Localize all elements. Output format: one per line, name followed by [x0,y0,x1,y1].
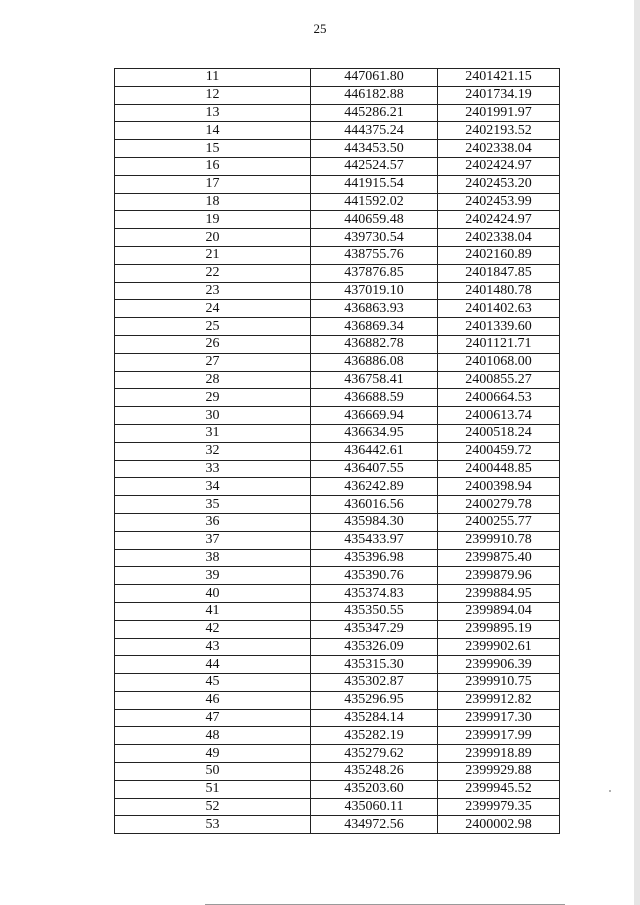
page-edge-shadow [634,0,640,905]
table-row [115,602,560,620]
y-coordinate-cell: 2399979.35 [438,798,560,816]
point-number-cell: 40 [115,585,311,603]
x-coordinate-cell: 436688.59 [311,389,438,407]
y-coordinate-cell: 2400002.98 [438,816,560,834]
y-coordinate-cell: 2399910.75 [438,674,560,692]
point-number-cell: 28 [115,371,311,389]
x-coordinate-cell: 435396.98 [311,549,438,567]
y-coordinate-cell: 2402424.97 [438,211,560,229]
table-row [115,585,560,603]
point-number-cell: 51 [115,780,311,798]
point-number-cell: 35 [115,496,311,514]
point-number-cell: 39 [115,567,311,585]
y-coordinate-cell: 2402424.97 [438,157,560,175]
x-coordinate-cell: 436869.34 [311,318,438,336]
table-row [115,691,560,709]
y-coordinate-cell: 2399945.52 [438,780,560,798]
y-coordinate-cell: 2402453.20 [438,175,560,193]
x-coordinate-cell: 436442.61 [311,442,438,460]
x-coordinate-cell: 435350.55 [311,602,438,620]
table-row [115,727,560,745]
y-coordinate-cell: 2402160.89 [438,246,560,264]
x-coordinate-cell: 442524.57 [311,157,438,175]
x-coordinate-cell: 436758.41 [311,371,438,389]
x-coordinate-cell: 436242.89 [311,478,438,496]
point-number-cell: 36 [115,513,311,531]
point-number-cell: 48 [115,727,311,745]
table-row [115,407,560,425]
table-row [115,353,560,371]
table-row [115,798,560,816]
point-number-cell: 26 [115,335,311,353]
point-number-cell: 21 [115,246,311,264]
x-coordinate-cell: 435060.11 [311,798,438,816]
table-row [115,763,560,781]
x-coordinate-cell: 438755.76 [311,246,438,264]
table-row [115,620,560,638]
point-number-cell: 24 [115,300,311,318]
table-row [115,318,560,336]
point-number-cell: 30 [115,407,311,425]
point-number-cell: 53 [115,816,311,834]
point-number-cell: 52 [115,798,311,816]
point-number-cell: 11 [115,69,311,87]
table-row [115,300,560,318]
table-row [115,780,560,798]
table-row [115,424,560,442]
y-coordinate-cell: 2399912.82 [438,691,560,709]
point-number-cell: 13 [115,104,311,122]
point-number-cell: 23 [115,282,311,300]
y-coordinate-cell: 2400448.85 [438,460,560,478]
table-row [115,513,560,531]
table-row [115,496,560,514]
point-number-cell: 41 [115,602,311,620]
table-row [115,104,560,122]
x-coordinate-cell: 436016.56 [311,496,438,514]
scan-speck [609,790,611,792]
x-coordinate-cell: 435374.83 [311,585,438,603]
point-number-cell: 33 [115,460,311,478]
y-coordinate-cell: 2399906.39 [438,656,560,674]
point-number-cell: 37 [115,531,311,549]
y-coordinate-cell: 2401339.60 [438,318,560,336]
point-number-cell: 31 [115,424,311,442]
y-coordinate-cell: 2400518.24 [438,424,560,442]
x-coordinate-cell: 436882.78 [311,335,438,353]
table-row [115,389,560,407]
table-row [115,335,560,353]
point-number-cell: 34 [115,478,311,496]
x-coordinate-cell: 440659.48 [311,211,438,229]
y-coordinate-cell: 2402338.04 [438,140,560,158]
y-coordinate-cell: 2399910.78 [438,531,560,549]
x-coordinate-cell: 435284.14 [311,709,438,727]
point-number-cell: 15 [115,140,311,158]
y-coordinate-cell: 2399879.96 [438,567,560,585]
y-coordinate-cell: 2399884.95 [438,585,560,603]
x-coordinate-cell: 439730.54 [311,229,438,247]
point-number-cell: 20 [115,229,311,247]
coordinates-table-body [115,69,560,834]
point-number-cell: 45 [115,674,311,692]
table-row [115,745,560,763]
x-coordinate-cell: 435279.62 [311,745,438,763]
table-row [115,531,560,549]
y-coordinate-cell: 2399917.30 [438,709,560,727]
page-number: 25 [313,21,327,36]
x-coordinate-cell: 447061.80 [311,69,438,87]
point-number-cell: 46 [115,691,311,709]
y-coordinate-cell: 2399894.04 [438,602,560,620]
x-coordinate-cell: 435302.87 [311,674,438,692]
table-row [115,478,560,496]
point-number-cell: 32 [115,442,311,460]
y-coordinate-cell: 2402338.04 [438,229,560,247]
table-row [115,282,560,300]
x-coordinate-cell: 436886.08 [311,353,438,371]
point-number-cell: 27 [115,353,311,371]
table-row [115,246,560,264]
table-row [115,69,560,87]
x-coordinate-cell: 435347.29 [311,620,438,638]
point-number-cell: 14 [115,122,311,140]
point-number-cell: 22 [115,264,311,282]
table-row [115,656,560,674]
y-coordinate-cell: 2402193.52 [438,122,560,140]
x-coordinate-cell: 435248.26 [311,763,438,781]
y-coordinate-cell: 2399929.88 [438,763,560,781]
x-coordinate-cell: 435203.60 [311,780,438,798]
x-coordinate-cell: 445286.21 [311,104,438,122]
point-number-cell: 43 [115,638,311,656]
y-coordinate-cell: 2400459.72 [438,442,560,460]
point-number-cell: 25 [115,318,311,336]
x-coordinate-cell: 436634.95 [311,424,438,442]
point-number-cell: 12 [115,86,311,104]
x-coordinate-cell: 434972.56 [311,816,438,834]
x-coordinate-cell: 435326.09 [311,638,438,656]
x-coordinate-cell: 435296.95 [311,691,438,709]
x-coordinate-cell: 435282.19 [311,727,438,745]
table-row [115,638,560,656]
y-coordinate-cell: 2400664.53 [438,389,560,407]
table-row [115,229,560,247]
y-coordinate-cell: 2399895.19 [438,620,560,638]
x-coordinate-cell: 436669.94 [311,407,438,425]
y-coordinate-cell: 2401847.85 [438,264,560,282]
table-row [115,175,560,193]
y-coordinate-cell: 2400398.94 [438,478,560,496]
table-row [115,816,560,834]
y-coordinate-cell: 2399918.89 [438,745,560,763]
point-number-cell: 50 [115,763,311,781]
x-coordinate-cell: 435390.76 [311,567,438,585]
x-coordinate-cell: 441592.02 [311,193,438,211]
y-coordinate-cell: 2401991.97 [438,104,560,122]
table-row [115,122,560,140]
x-coordinate-cell: 435433.97 [311,531,438,549]
point-number-cell: 19 [115,211,311,229]
y-coordinate-cell: 2400255.77 [438,513,560,531]
y-coordinate-cell: 2401421.15 [438,69,560,87]
y-coordinate-cell: 2401734.19 [438,86,560,104]
table-row [115,460,560,478]
y-coordinate-cell: 2399875.40 [438,549,560,567]
x-coordinate-cell: 437019.10 [311,282,438,300]
table-row [115,371,560,389]
x-coordinate-cell: 443453.50 [311,140,438,158]
point-number-cell: 44 [115,656,311,674]
x-coordinate-cell: 437876.85 [311,264,438,282]
y-coordinate-cell: 2402453.99 [438,193,560,211]
y-coordinate-cell: 2399902.61 [438,638,560,656]
y-coordinate-cell: 2401121.71 [438,335,560,353]
point-number-cell: 49 [115,745,311,763]
coordinates-table [114,68,560,834]
y-coordinate-cell: 2400855.27 [438,371,560,389]
table-row [115,264,560,282]
table-row [115,211,560,229]
table-row [115,709,560,727]
point-number-cell: 47 [115,709,311,727]
point-number-cell: 17 [115,175,311,193]
x-coordinate-cell: 444375.24 [311,122,438,140]
x-coordinate-cell: 435315.30 [311,656,438,674]
x-coordinate-cell: 436407.55 [311,460,438,478]
table-row [115,442,560,460]
y-coordinate-cell: 2401480.78 [438,282,560,300]
table-row [115,140,560,158]
table-row [115,549,560,567]
x-coordinate-cell: 436863.93 [311,300,438,318]
point-number-cell: 42 [115,620,311,638]
point-number-cell: 18 [115,193,311,211]
y-coordinate-cell: 2401068.00 [438,353,560,371]
table-row [115,193,560,211]
point-number-cell: 29 [115,389,311,407]
y-coordinate-cell: 2400279.78 [438,496,560,514]
x-coordinate-cell: 441915.54 [311,175,438,193]
point-number-cell: 16 [115,157,311,175]
y-coordinate-cell: 2401402.63 [438,300,560,318]
y-coordinate-cell: 2399917.99 [438,727,560,745]
x-coordinate-cell: 435984.30 [311,513,438,531]
table-row [115,567,560,585]
table-row [115,86,560,104]
y-coordinate-cell: 2400613.74 [438,407,560,425]
x-coordinate-cell: 446182.88 [311,86,438,104]
table-row [115,157,560,175]
table-row [115,674,560,692]
point-number-cell: 38 [115,549,311,567]
